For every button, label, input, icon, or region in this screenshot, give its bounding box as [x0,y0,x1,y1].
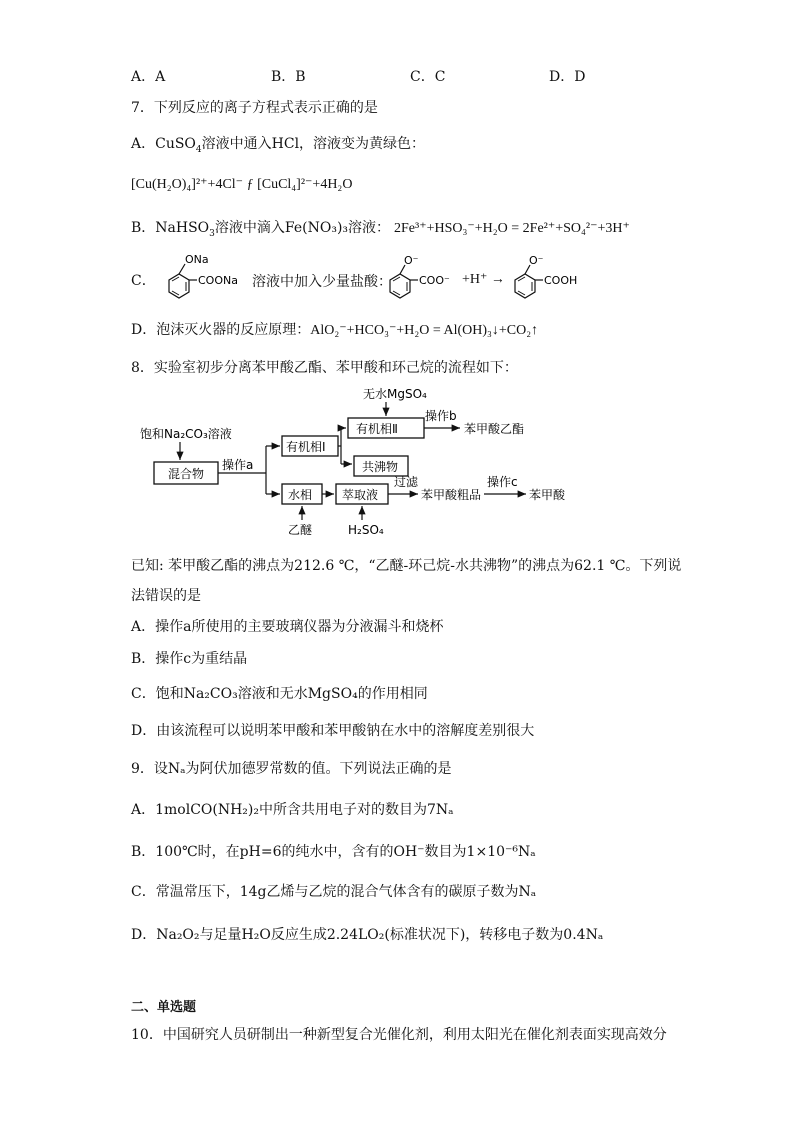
q7-a-text: 溶液中通入HCl，溶液变为黄绿色： [201,136,426,152]
q9-option-b: B．100℃时，在pH=6的纯水中，含有的OH⁻数目为1×10⁻⁶Nₐ [131,844,536,860]
salicylic-acid-anion-structure [505,252,595,302]
q8-option-d: D．由该流程可以说明苯甲酸和苯甲酸钠在水中的溶解度差别很大 [131,723,535,739]
q9-option-c: C．常温常压下，14g乙烯与乙烷的混合气体含有的碳原子数为Nₐ [131,884,537,900]
q9-option-d: D．Na₂O₂与足量H₂O反应生成2.24LO₂(标准状况下)，转移电子数为0.4Nₐ [131,927,604,943]
h2so4-label: H₂SO₄ [348,523,384,537]
q7-d-text: D．泡沫灭火器的反应原理： [131,322,311,338]
azeotrope-label: 共沸物 [362,460,399,474]
op-c-label: 操作c [487,475,518,489]
organic-phase-2-label: 有机相Ⅱ [356,422,398,436]
q7-a-label: A．CuSO [131,136,196,152]
q8-option-a: A．操作a所使用的主要玻璃仪器为分液漏斗和烧杯 [131,619,444,635]
o-minus-label-2: O⁻ [529,254,544,267]
extract-label: 萃取液 [342,488,379,502]
salicylate-anion-structure [380,252,460,302]
op-a-label: 操作a [222,458,254,472]
q7-option-b: B．NaHSO$_3$溶液中滴入Fe(NO₃)₃溶液： 2Fe³⁺+HSO₃⁻+H₂O = 2Fe²⁺+SO₄²⁻+3H⁺ [131,220,630,239]
ether-label: 乙醚 [288,523,313,537]
q8-known-line2: 法错误的是 [131,588,201,604]
section-title-single-choice: 二、单选题 [131,1000,197,1015]
anhydrous-mgso4-label: 无水MgSO₄ [363,387,427,401]
q8-option-c: C．饱和Na₂CO₃溶液和无水MgSO₄的作用相同 [131,686,428,702]
q7-b-label: B．NaHSO [131,220,210,236]
q10-stem: 10．中国研究人员研制出一种新型复合光催化剂，利用太阳光在催化剂表面实现高效分 [131,1027,667,1043]
ona-label: ONa [185,253,209,266]
sodium-salicylate-structure [155,250,255,302]
q7-d-equation: AlO₂⁻+HCO₃⁻+H₂O = Al(OH)₃↓+CO₂↑ [310,323,539,338]
separation-flowchart [138,382,578,542]
q7-stem: 7．下列反应的离子方程式表示正确的是 [131,100,378,116]
mixture-label: 混合物 [168,467,205,481]
q7-b-text: 溶液中滴入Fe(NO₃)₃溶液： [214,220,391,236]
q7-a-equation: [Cu(H₂O)₄]²⁺+4Cl⁻ ƒ [CuCl₄]²⁻+4H₂O [131,177,353,192]
q7-b-equation: 2Fe³⁺+HSO₃⁻+H₂O = 2Fe²⁺+SO₄²⁻+3H⁺ [394,221,630,236]
q6-option-a: A．A [131,69,166,85]
coo-minus-label: COO⁻ [419,274,450,287]
q7-c-text: 溶液中加入少量盐酸： [252,274,392,290]
crude-acid-label: 苯甲酸粗品 [421,488,482,502]
filter-label: 过滤 [394,475,419,489]
q9-stem: 9．设Nₐ为阿伏加德罗常数的值。下列说法正确的是 [131,761,452,777]
q8-known-line1: 已知: 苯甲酸乙酯的沸点为212.6 ℃，“乙醚-环己烷-水共沸物”的沸点为62.1 ℃。下列说 [131,558,682,574]
organic-phase-1-label: 有机相Ⅰ [286,440,326,454]
q8-option-b: B．操作c为重结晶 [131,651,248,667]
aqueous-phase-label: 水相 [288,488,313,502]
ethyl-benzoate-label: 苯甲酸乙酯 [464,422,525,436]
q7-option-a: A．CuSO$_4$溶液中通入HCl，溶液变为黄绿色： [131,136,426,155]
cooh-label: COOH [544,274,578,287]
q8-stem: 8．实验室初步分离苯甲酸乙酯、苯甲酸和环己烷的流程如下： [131,360,518,376]
na2co3-label: 饱和Na₂CO₃溶液 [140,427,232,441]
q7-c-label: C． [131,273,156,289]
q9-option-a: A．1molCO(NH₂)₂中所含共用电子对的数目为7Nₐ [131,802,454,818]
op-b-label: 操作b [425,409,457,423]
o-minus-label-1: O⁻ [404,254,419,267]
coona-label: COONa [198,274,238,287]
q6-option-c: C．C [410,69,446,85]
q7-c-middle: +H⁺ → [462,272,505,287]
benzoic-acid-label: 苯甲酸 [529,488,566,502]
q6-option-d: D．D [549,69,586,85]
q7-option-d [131,320,538,341]
q6-option-b: B．B [271,69,306,85]
